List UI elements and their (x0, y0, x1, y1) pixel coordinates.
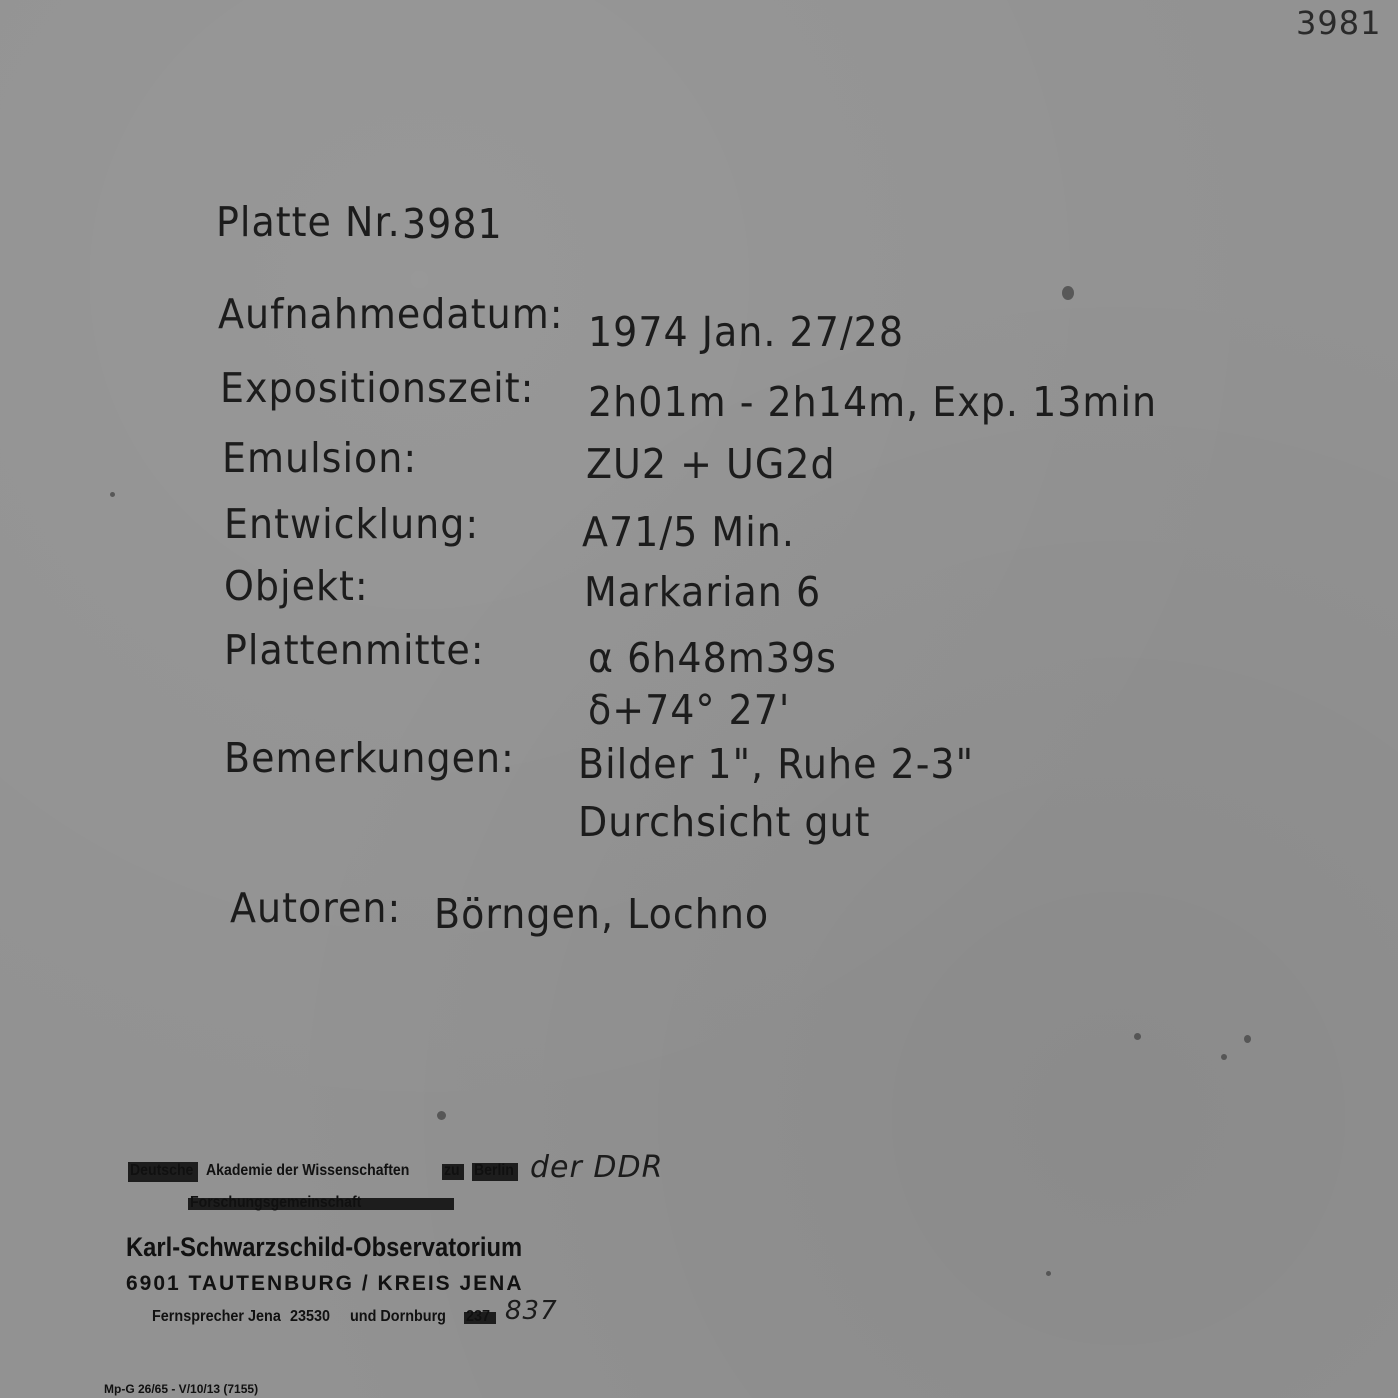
recording-date-value: 1974 Jan. 27/28 (588, 308, 905, 356)
remarks-transparency-value: Durchsicht gut (578, 798, 871, 846)
strike-bar (188, 1198, 454, 1210)
paper-speck (1046, 1271, 1051, 1276)
phone-handwritten-number: 837 (505, 1296, 558, 1326)
phone-prefix: Fernsprecher Jena (152, 1308, 281, 1325)
observatory-address: 6901 TAUTENBURG / KREIS JENA (126, 1272, 524, 1295)
phone-jena-number: 23530 (290, 1308, 331, 1325)
object-label: Objekt: (224, 562, 369, 610)
paper-speck (1134, 1033, 1141, 1040)
phone-middle: und Dornburg (350, 1308, 446, 1325)
recording-date-label: Aufnahmedatum: (218, 290, 564, 338)
authors-label: Autoren: (230, 884, 402, 932)
paper-speck (1244, 1035, 1251, 1043)
paper-speck (110, 492, 115, 497)
strike-bar (464, 1312, 496, 1324)
redaction-bar (442, 1164, 464, 1180)
plate-corner-number: 3981 (1296, 4, 1382, 42)
academy-handwritten-suffix: der DDR (530, 1150, 664, 1185)
emulsion-value: ZU2 + UG2d (586, 440, 836, 488)
exposure-time-label: Expositionszeit: (220, 364, 535, 412)
redaction-bar (128, 1162, 198, 1182)
paper-speck (1062, 286, 1074, 300)
authors-value: Börngen, Lochno (434, 890, 770, 938)
plate-number-value: 3981 (402, 200, 503, 248)
remarks-label: Bemerkungen: (224, 734, 515, 782)
form-code: Mp-G 26/65 - V/10/13 (7155) (104, 1382, 259, 1396)
development-label: Entwicklung: (224, 500, 480, 548)
redaction-bar (472, 1163, 518, 1181)
paper-speck (437, 1111, 446, 1120)
remarks-seeing-value: Bilder 1", Ruhe 2-3" (578, 740, 975, 788)
plate-center-dec-value: δ+74° 27' (588, 686, 791, 734)
paper-speck (1221, 1054, 1227, 1060)
emulsion-label: Emulsion: (222, 434, 418, 482)
plate-number-label: Platte Nr. (216, 198, 401, 246)
development-value: A71/5 Min. (582, 508, 795, 556)
academy-name-line: Akademie der Wissenschaften (206, 1162, 410, 1179)
plate-center-ra-value: α 6h48m39s (588, 634, 837, 682)
observatory-name: Karl-Schwarzschild-Observatorium (126, 1232, 523, 1262)
plate-center-label: Plattenmitte: (224, 626, 485, 674)
object-value: Markarian 6 (584, 568, 822, 616)
exposure-time-value: 2h01m - 2h14m, Exp. 13min (588, 378, 1158, 426)
